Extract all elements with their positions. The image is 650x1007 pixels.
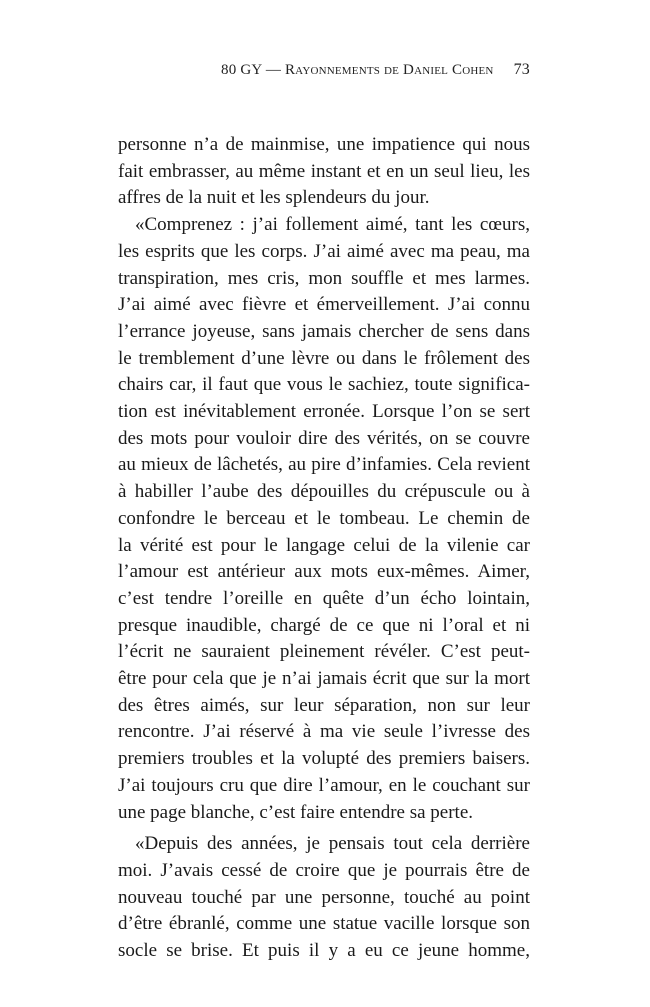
text-line: une page blanche, c’est faire entendre sa perte. [118, 801, 473, 823]
text-line: «Comprenez : j’ai follement aimé, tant les cœurs, [135, 214, 530, 236]
text-line: l’errance joyeuse, sans jamais chercher de sens dans [118, 320, 530, 342]
text-line: personne n’a de mainmise, une impatience qui nous [118, 134, 530, 155]
text-line: d’être ébranlé, comme une statue vacille lorsque son [118, 913, 530, 935]
text-line: fait embrasser, au même instant et en un seul lieu, les [118, 160, 530, 182]
text-line: presque inaudible, chargé de ce que ni l’oral et ni [118, 614, 530, 636]
text-line: être pour cela que je n’ai jamais écrit que sur la mort [118, 668, 530, 690]
text-line: tion est inévitablement erronée. Lorsque l’on se sert [118, 401, 530, 423]
text-line: à habiller l’aube des dépouilles du crépuscule ou à [118, 481, 530, 503]
text-line: rencontre. J’ai réservé à ma vie seule l’ivresse des [118, 721, 530, 743]
text-line: «Depuis des années, je pensais tout cela derrière [135, 833, 530, 855]
text-line: au mieux de lâchetés, au pire d’infamies. Cela revient [118, 454, 530, 476]
text-line: les esprits que les corps. J’ai aimé avec ma peau, ma [118, 240, 530, 262]
paragraph-2 [118, 212, 530, 826]
text-line: confondre le berceau et le tombeau. Le chemin de [118, 507, 530, 529]
text-line: J’ai toujours cru que dire l’amour, en le couchant sur [118, 774, 530, 796]
text-line: la vérité est pour le langage celui de la vilenie car [118, 534, 530, 556]
text-line: nouveau touché par une personne, touché au point [118, 886, 530, 908]
text-line: le tremblement d’une lèvre ou dans le frôlement des [118, 347, 530, 369]
text-line: l’amour est antérieur aux mots eux-mêmes. Aimer, [118, 561, 530, 583]
text-line: moi. J’avais cessé de croire que je pourrais être de [118, 859, 530, 881]
page-number: 73 [513, 61, 530, 78]
text-line: socle se brise. Et puis il y a eu ce jeune homme, [118, 940, 530, 962]
text-line: l’écrit ne sauraient pleinement révéler. C’est peut- [118, 641, 530, 663]
running-head-title: 80 GY — Rayonnements de Daniel Cohen [221, 62, 494, 78]
paragraph-3 [118, 831, 530, 965]
text-line: affres de la nuit et les splendeurs du jour. [118, 187, 430, 209]
text-line: transpiration, mes cris, mon souffle et mes larmes. [118, 267, 530, 289]
running-head [118, 61, 530, 79]
text-line: des mots pour vouloir dire des vérités, on se couvre [118, 427, 530, 449]
paragraph-1 [118, 132, 530, 212]
text-line: premiers troubles et la volupté des premiers baisers. [118, 748, 530, 770]
text-line: chairs car, il faut que vous le sachiez, toute significa- [118, 374, 530, 396]
text-line: des êtres aimés, sur leur séparation, non sur leur [118, 694, 530, 716]
text-line: c’est tendre l’oreille en quête d’un écho lointain, [118, 587, 530, 609]
text-line: J’ai aimé avec fièvre et émerveillement. J’ai connu [118, 294, 530, 316]
body-text [118, 132, 530, 965]
